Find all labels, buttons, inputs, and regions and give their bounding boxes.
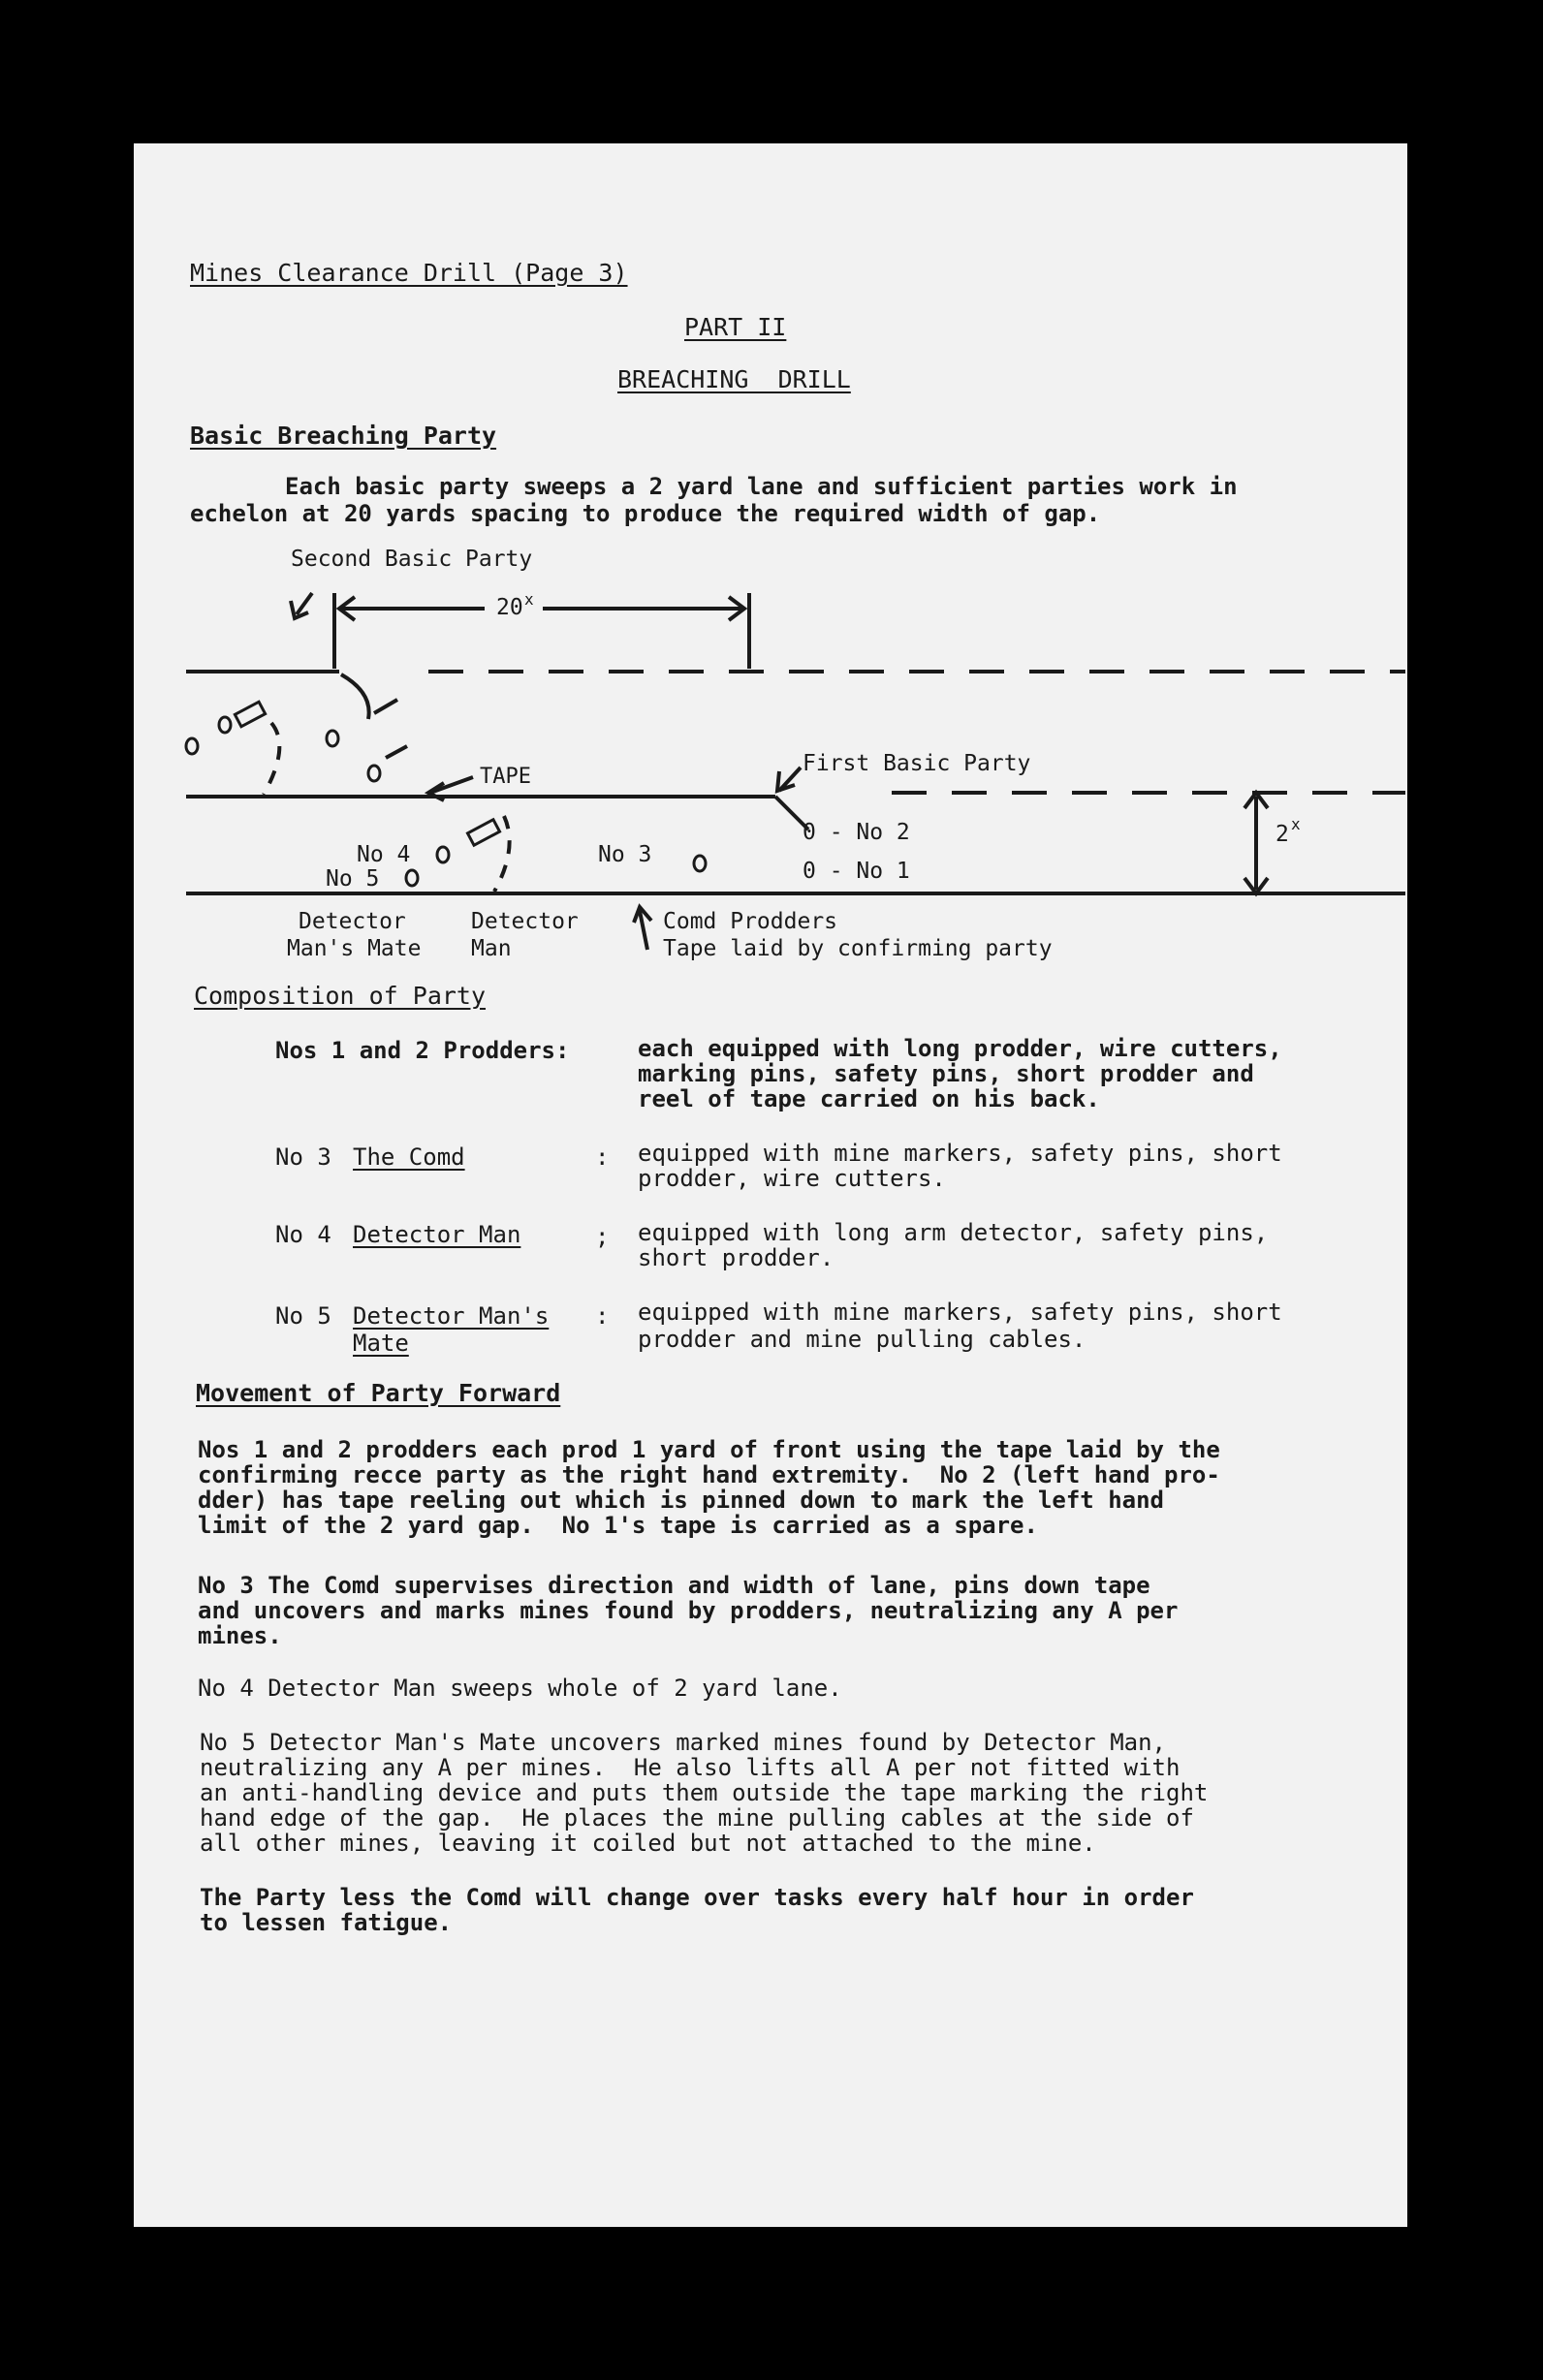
detector-man-label-1: Detector <box>471 909 579 934</box>
composition-row-3-line-1: equipped with long arm detector, safety pins, <box>638 1219 1269 1246</box>
movement-p1-line-3: dder) has tape reeling out which is pinned down to mark the left hand <box>198 1487 1164 1514</box>
second-party-sweep-arc <box>264 723 279 795</box>
second-party-prod <box>374 700 397 713</box>
no5-label: No 5 <box>326 866 380 892</box>
movement-p4-line-1: No 5 Detector Man's Mate uncovers marked mines found by Detector Man, <box>200 1729 1166 1756</box>
second-party-sweep-top <box>341 674 369 719</box>
second-party-man-d <box>368 766 380 781</box>
composition-row-2-prefix: No 3 <box>275 1143 331 1171</box>
spacing-label-sup: x <box>524 590 534 609</box>
detector-mate-label-2: Man's Mate <box>287 936 422 961</box>
movement-heading: Movement of Party Forward <box>196 1379 561 1407</box>
movement-p2-line-1: No 3 The Comd supervises direction and width of lane, pins down tape <box>198 1572 1150 1599</box>
composition-row-1-label: Nos 1 and 2 Prodders: <box>275 1037 570 1064</box>
part-title: PART II <box>684 313 787 341</box>
section-title: BREACHING DRILL <box>617 365 851 393</box>
tape-pointer <box>430 777 473 793</box>
movement-p2-line-2: and uncovers and marks mines found by prodders, neutralizing any A per <box>198 1597 1179 1624</box>
composition-row-4-line-1: equipped with mine markers, safety pins, short <box>638 1299 1282 1326</box>
comd-prodders-label: Comd Prodders <box>663 909 838 934</box>
composition-row-1-line-2: marking pins, safety pins, short prodder and <box>638 1060 1254 1087</box>
no2-label: 0 - No 2 <box>803 820 910 845</box>
movement-p1-line-2: confirming recce party as the right hand extremity. No 2 (left hand pro- <box>198 1461 1220 1488</box>
composition-row-2-line-1: equipped with mine markers, safety pins, short <box>638 1140 1282 1167</box>
second-party-man-c <box>327 731 338 746</box>
no4-man <box>437 847 449 862</box>
composition-heading: Composition of Party <box>194 982 487 1010</box>
second-party-man-b <box>219 717 231 733</box>
movement-p4-line-5: all other mines, leaving it coiled but not attached to the mine. <box>200 1830 1096 1857</box>
composition-row-4-line-2: prodder and mine pulling cables. <box>638 1326 1086 1353</box>
no3-man <box>694 856 706 871</box>
movement-p4-line-2: neutralizing any A per mines. He also lifts all A per not fitted with <box>200 1754 1181 1781</box>
composition-row-2-role: The Comd <box>353 1143 465 1171</box>
second-party-pointer <box>297 593 312 614</box>
no5-man <box>406 870 418 886</box>
second-party-label: Second Basic Party <box>291 547 533 572</box>
movement-p2-line-3: mines. <box>198 1622 282 1649</box>
gap-label: 2 <box>1275 822 1289 847</box>
gap-label-sup: x <box>1291 815 1301 833</box>
movement-p5-line-1: The Party less the Comd will change over tasks every half hour in order <box>200 1884 1194 1911</box>
no1-label: 0 - No 1 <box>803 859 910 884</box>
movement-p4-line-4: hand edge of the gap. He places the mine pulling cables at the side of <box>200 1804 1194 1832</box>
composition-row-4-role-cont: Mate <box>353 1330 409 1357</box>
movement-p1-line-4: limit of the 2 yard gap. No 1's tape is carried as a spare. <box>198 1512 1038 1539</box>
composition-row-3-prefix: No 4 <box>275 1221 331 1248</box>
composition-row-3-role: Detector Man <box>353 1221 521 1248</box>
basic-para-line-2: echelon at 20 yards spacing to produce the required width of gap. <box>190 500 1101 527</box>
composition-row-4-sep: : <box>595 1302 610 1330</box>
composition-row-2-sep: : <box>595 1143 610 1171</box>
tape-laid-label: Tape laid by confirming party <box>663 936 1053 961</box>
first-party-detector-icon <box>467 820 499 845</box>
second-party-detector-icon <box>235 702 265 727</box>
composition-row-3-line-2: short prodder. <box>638 1244 834 1271</box>
movement-p1-line-1: Nos 1 and 2 prodders each prod 1 yard of front using the tape laid by the <box>198 1436 1220 1463</box>
composition-row-1-line-3: reel of tape carried on his back. <box>638 1085 1100 1112</box>
movement-p4-line-3: an anti-handling device and puts them outside the tape marking the right <box>200 1779 1209 1806</box>
no3-label: No 3 <box>598 842 652 867</box>
composition-row-1-line-1: each equipped with long prodder, wire cutters, <box>638 1035 1282 1062</box>
composition-row-4-role: Detector Man's <box>353 1302 550 1330</box>
second-party-marker <box>386 746 407 758</box>
spacing-label: 20 <box>496 595 523 620</box>
detector-mate-label-1: Detector <box>299 909 406 934</box>
no4-label: No 4 <box>357 842 411 867</box>
page-header: Mines Clearance Drill (Page 3) <box>190 259 628 287</box>
basic-heading: Basic Breaching Party <box>190 422 497 450</box>
composition-row-2-line-2: prodder, wire cutters. <box>638 1165 946 1192</box>
movement-p3-line-1: No 4 Detector Man sweeps whole of 2 yard lane. <box>198 1675 842 1702</box>
movement-p5-line-2: to lessen fatigue. <box>200 1909 453 1936</box>
second-party-man-a <box>186 738 198 754</box>
tape-label: TAPE <box>480 765 531 789</box>
detector-man-label-2: Man <box>471 936 512 961</box>
basic-para-line-1: Each basic party sweeps a 2 yard lane and sufficient parties work in <box>285 473 1238 500</box>
composition-row-3-sep: ; <box>595 1223 610 1250</box>
first-party-label: First Basic Party <box>803 751 1031 776</box>
composition-row-4-prefix: No 5 <box>275 1302 331 1330</box>
